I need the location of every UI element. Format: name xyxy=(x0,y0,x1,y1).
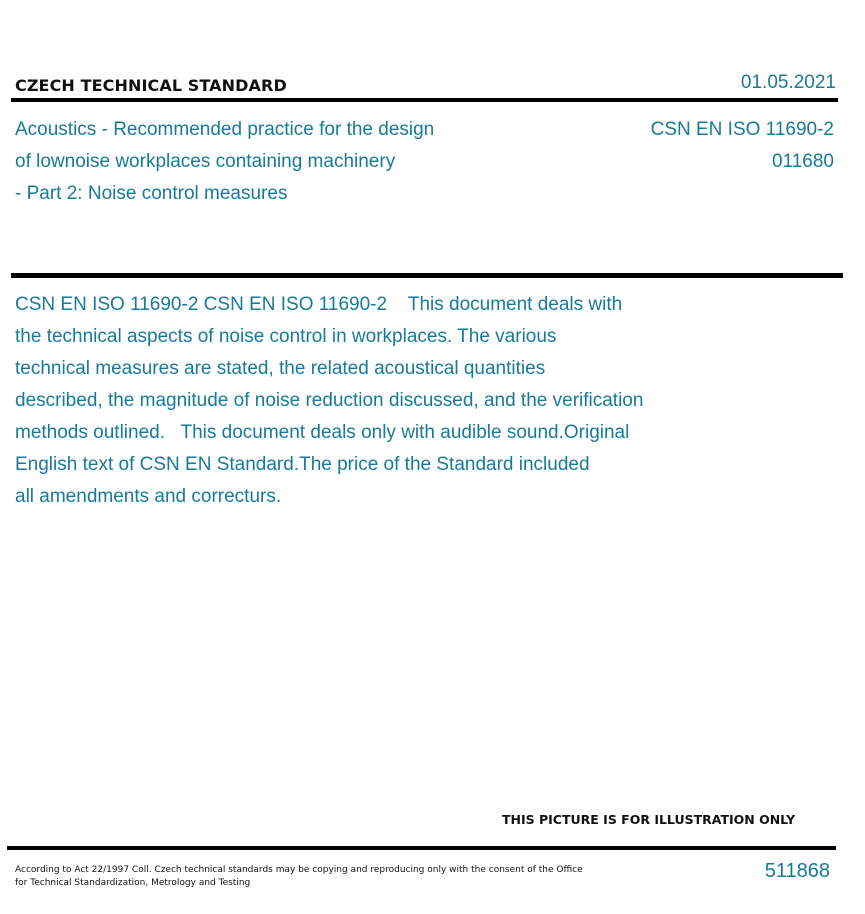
footer-divider xyxy=(7,846,836,850)
standard-identifiers xyxy=(651,114,834,178)
description-line: CSN EN ISO 11690-2 CSN EN ISO 11690-2 This document deals with xyxy=(15,294,623,315)
legal-notice-line: According to Act 22/1997 Coll. Czech technical standards may be copying and reproducing only with the consent of the Office xyxy=(15,865,583,875)
description-line: methods outlined. This document deals only with audible sound.Original xyxy=(15,422,630,443)
description-line: the technical aspects of noise control in workplaces. The various xyxy=(15,326,557,347)
header-divider xyxy=(11,98,838,102)
document-type-label: CZECH TECHNICAL STANDARD xyxy=(15,76,287,95)
description-line: described, the magnitude of noise reduction discussed, and the verification xyxy=(15,390,644,411)
description-line: English text of CSN EN Standard.The price of the Standard included xyxy=(15,454,590,475)
title-divider xyxy=(11,273,843,278)
title-line: Acoustics - Recommended practice for the design xyxy=(15,119,435,140)
title-line: - Part 2: Noise control measures xyxy=(15,183,288,204)
standard-designation: CSN EN ISO 11690-2 xyxy=(650,119,834,140)
legal-notice-line: for Technical Standardization, Metrology and Testing xyxy=(15,878,251,888)
standard-title xyxy=(15,114,535,210)
standard-description xyxy=(15,289,755,513)
catalog-code: 511868 xyxy=(764,860,830,882)
publication-date: 01.05.2021 xyxy=(740,72,836,93)
legal-notice xyxy=(15,864,595,890)
illustration-disclaimer: THIS PICTURE IS FOR ILLUSTRATION ONLY xyxy=(502,812,796,827)
description-line: technical measures are stated, the related acoustical quantities xyxy=(15,358,546,379)
class-code: 011680 xyxy=(772,151,834,172)
title-line: of lownoise workplaces containing machinery xyxy=(15,151,396,172)
description-line: all amendments and correcturs. xyxy=(15,486,282,507)
